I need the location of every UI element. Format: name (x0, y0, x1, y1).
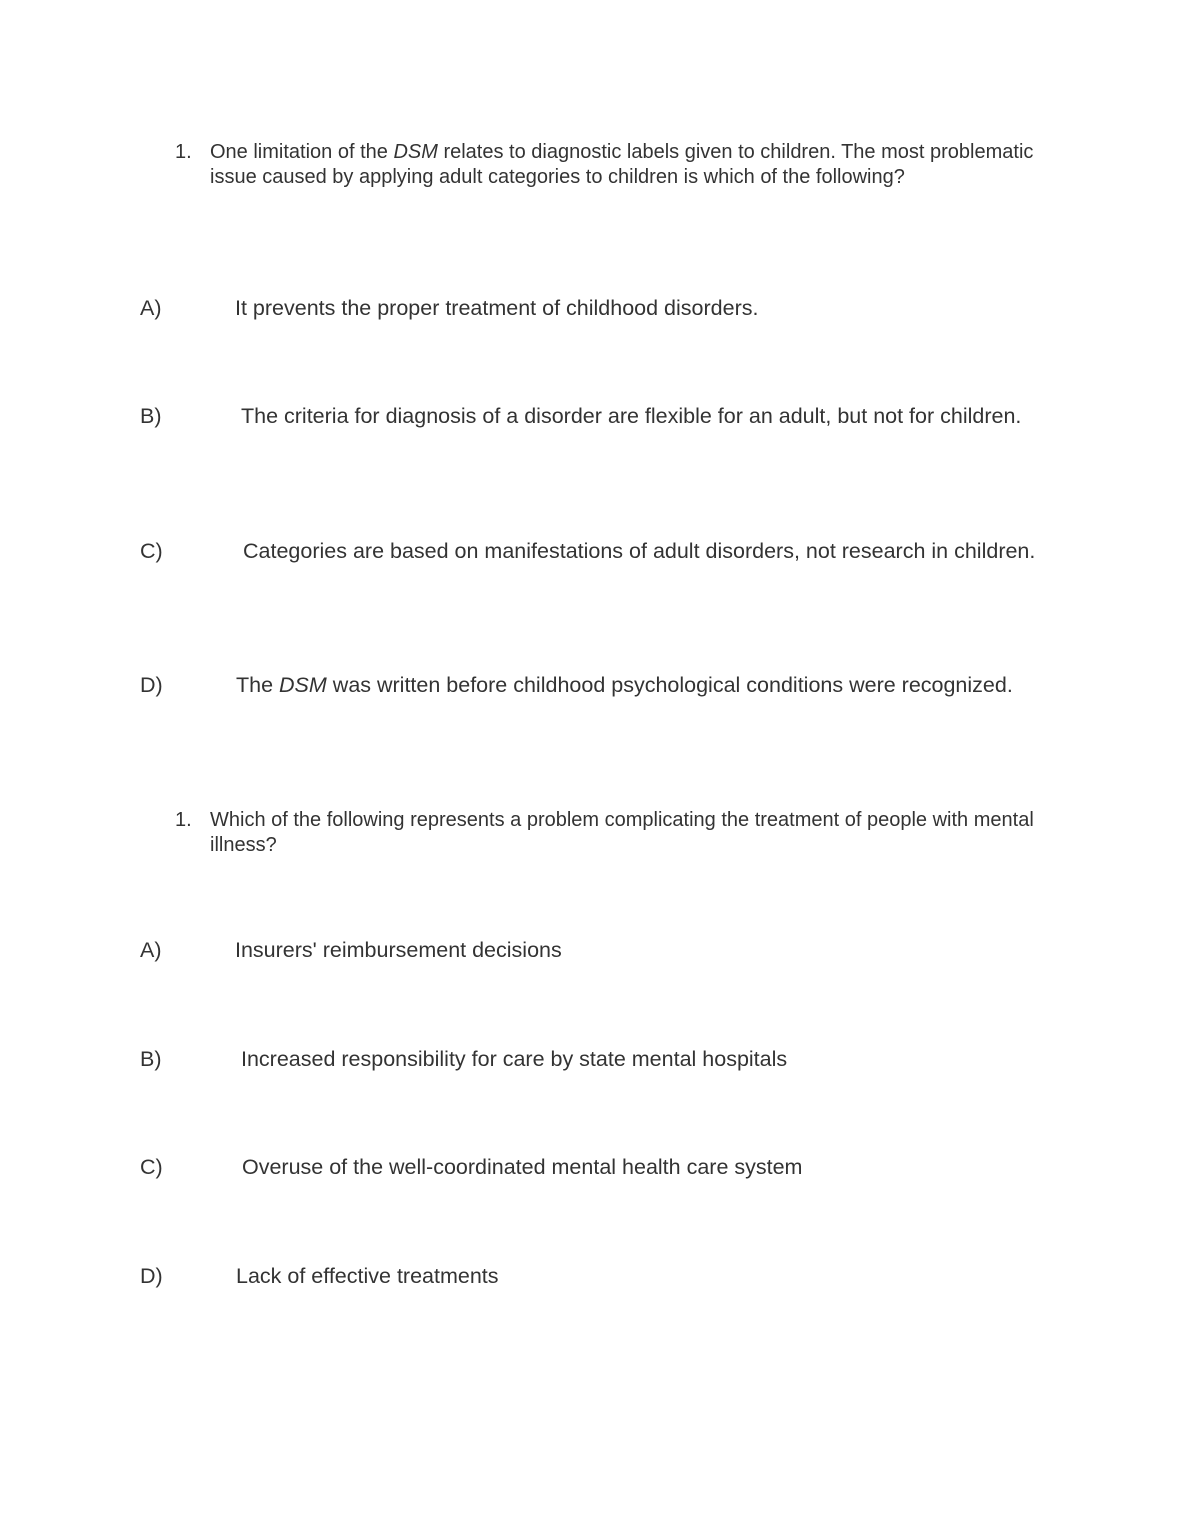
option-label: B) (140, 404, 162, 428)
option-text: It prevents the proper treatment of childhood disorders. (235, 296, 759, 320)
answer-option-d (140, 672, 1040, 699)
answer-option-b (140, 1046, 1040, 1073)
answer-option-c (140, 1154, 1040, 1181)
option-label: C) (140, 1155, 163, 1179)
option-text: Overuse of the well-coordinated mental health care system (242, 1155, 803, 1179)
answer-option-d (140, 1263, 1040, 1290)
option-label: A) (140, 296, 162, 320)
option-label: D) (140, 673, 163, 697)
option-label: B) (140, 1047, 162, 1071)
option-text: Categories are based on manifestations of adult disorders, not research in children. (243, 539, 1036, 563)
answer-option-a (140, 937, 1040, 964)
question-number: 1. (175, 141, 192, 163)
option-label: D) (140, 1264, 163, 1288)
option-text: Lack of effective treatments (236, 1264, 499, 1288)
question-number: 1. (175, 809, 192, 831)
answer-option-c (140, 538, 1040, 565)
answer-option-b (140, 403, 1040, 430)
option-label: A) (140, 938, 162, 962)
question-stem: Which of the following represents a problem complicating the treatment of people with mental illness? (210, 809, 1034, 856)
option-text: Increased responsibility for care by state mental hospitals (241, 1047, 788, 1071)
question-stem: One limitation of the DSM relates to diagnostic labels given to children. The most problematic issue caused by applying adult categories to children is which of the following? (210, 141, 1034, 188)
option-text: The DSM was written before childhood psychological conditions were recognized. (236, 673, 1013, 697)
option-text: Insurers' reimbursement decisions (235, 938, 562, 962)
option-text: The criteria for diagnosis of a disorder are flexible for an adult, but not for children. (241, 404, 1022, 428)
option-label: C) (140, 539, 163, 563)
answer-option-a (140, 295, 1040, 322)
